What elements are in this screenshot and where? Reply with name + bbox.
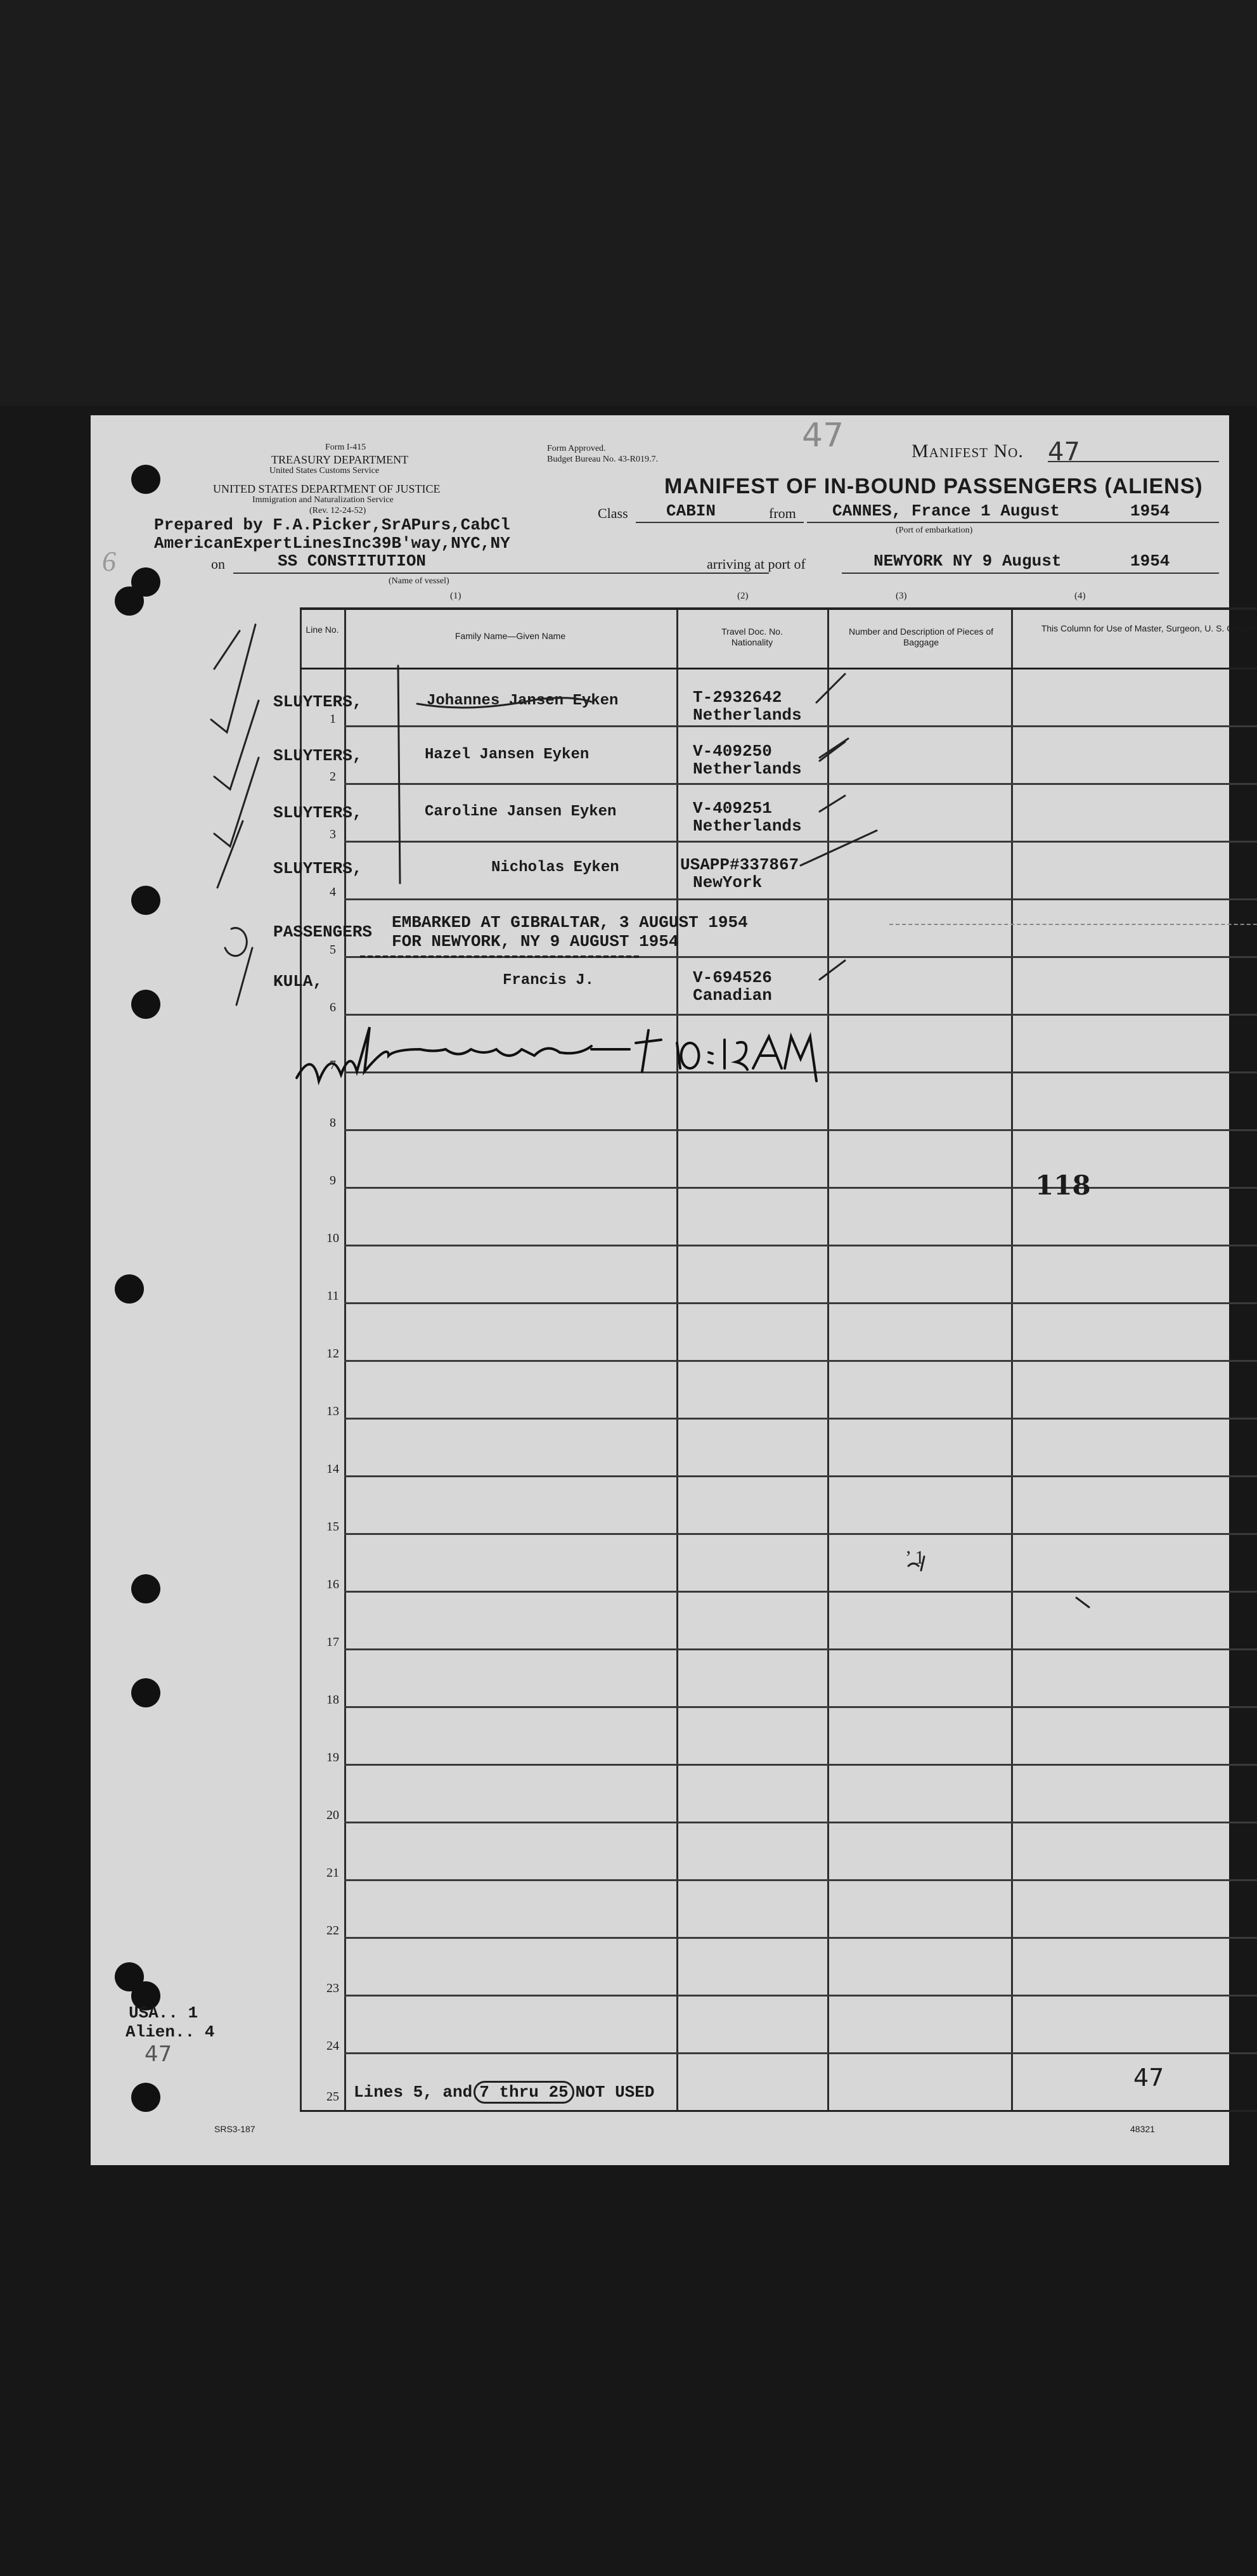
destination-note: FOR NEWYORK, NY 9 AUGUST 1954 xyxy=(392,932,679,951)
manifest-title: MANIFEST OF IN-BOUND PASSENGERS (ALIENS) xyxy=(664,474,1203,498)
class-value: CABIN xyxy=(666,502,716,521)
not-used-note xyxy=(354,2083,655,2102)
passenger-family-name: SLUYTERS, xyxy=(273,859,363,878)
passenger-nationality: Netherlands xyxy=(693,817,802,836)
arriving-label: arriving at port of xyxy=(707,556,806,572)
ins-label: Immigration and Naturalization Service xyxy=(252,495,394,505)
row-number: 8 xyxy=(330,1116,336,1130)
total-count: 47 xyxy=(145,2042,172,2067)
handwritten-mark-16: ’ 1 xyxy=(905,1547,925,1568)
embarkation-port: CANNES, France 1 August xyxy=(832,502,1060,521)
passenger-family-name: SLUYTERS, xyxy=(273,746,363,765)
class-label: Class xyxy=(598,505,628,521)
scanner-background xyxy=(0,0,1257,406)
not-used-prefix: Lines 5, and xyxy=(354,2083,473,2102)
form-approved: Form Approved. xyxy=(547,444,606,453)
row-number: 19 xyxy=(326,1751,339,1764)
row-number: 14 xyxy=(326,1462,339,1476)
passenger-nationality: Canadian xyxy=(693,986,772,1005)
row-number: 1 xyxy=(330,712,336,726)
margin-mark: 6 xyxy=(102,546,116,577)
row-number: 11 xyxy=(326,1289,339,1303)
column-number-4: (4) xyxy=(1074,591,1086,601)
total-alien: Alien.. 4 xyxy=(126,2023,215,2042)
manifest-number-handwritten: 47 xyxy=(802,417,844,455)
passenger-travel-doc: V-409251 xyxy=(693,799,772,818)
total-usa: USA.. 1 xyxy=(129,2003,198,2023)
form-code-left: SRS3-187 xyxy=(214,2124,255,2134)
passenger-nationality: Netherlands xyxy=(693,706,802,725)
vessel-name: SS CONSTITUTION xyxy=(278,552,427,571)
row-number: 6 xyxy=(330,1000,336,1014)
vessel-label: (Name of vessel) xyxy=(389,576,449,586)
form-number: Form I-415 xyxy=(325,443,366,452)
manifest-page xyxy=(91,415,1257,2165)
name-header: Family Name—Given Name xyxy=(454,631,566,641)
passenger-given-name: Johannes Jansen Eyken xyxy=(427,692,619,709)
customs-service: United States Customs Service xyxy=(269,466,380,476)
travel-doc-header: Travel Doc. No. Nationality xyxy=(721,626,783,647)
passenger-given-name: Caroline Jansen Eyken xyxy=(425,803,617,820)
not-used-suffix: NOT USED xyxy=(575,2083,655,2102)
officers-header: This Column for Use of Master, Surgeon, U. S. Officers xyxy=(1041,623,1257,633)
manifest-number-label: Manifest No. xyxy=(912,441,1024,462)
on-label: on xyxy=(211,556,225,572)
passenger-travel-doc: V-409250 xyxy=(693,742,772,761)
row-number: 9 xyxy=(330,1174,336,1188)
department-of-justice: UNITED STATES DEPARTMENT OF JUSTICE xyxy=(213,482,441,495)
column-number-1: (1) xyxy=(450,591,461,601)
arrival-port: NEWYORK NY 9 August xyxy=(873,552,1062,571)
passenger-travel-doc: V-694526 xyxy=(693,968,772,987)
treasury-department: TREASURY DEPARTMENT xyxy=(271,453,409,466)
not-used-circled: 7 thru 25 xyxy=(474,2081,574,2104)
row-number: 15 xyxy=(326,1520,339,1534)
passenger-travel-doc: USAPP#337867 xyxy=(680,855,799,874)
row-number: 22 xyxy=(326,1924,339,1938)
line-number-header: Line No. xyxy=(306,625,339,635)
passenger-family-name: SLUYTERS, xyxy=(273,803,363,822)
row-number: 2 xyxy=(330,770,336,784)
passenger-family-name: KULA, xyxy=(273,972,323,991)
passenger-family-name: SLUYTERS, xyxy=(273,692,363,711)
passenger-given-name: Nicholas Eyken xyxy=(491,859,619,876)
row-number: 23 xyxy=(326,1981,339,1995)
row-number: 13 xyxy=(326,1404,339,1418)
budget-bureau: Budget Bureau No. 43-R019.7. xyxy=(547,455,658,464)
handwritten-marks xyxy=(91,415,1229,2165)
row-number: 7 xyxy=(330,1058,336,1072)
form-code-right: 48321 xyxy=(1130,2124,1155,2134)
port-of-embarkation-label: (Port of embarkation) xyxy=(896,526,973,535)
row-number: 25 xyxy=(326,2090,339,2104)
passenger-given-name: Francis J. xyxy=(503,972,595,989)
year-embarkation: 1954 xyxy=(1130,502,1170,521)
prepared-by: Prepared by F.A.Picker,SrAPurs,CabCl xyxy=(154,515,510,534)
row-number: 5 xyxy=(330,943,336,957)
bottom-handwritten-47: 47 xyxy=(1133,2064,1164,2092)
row-number: 12 xyxy=(326,1347,339,1361)
column-number-3: (3) xyxy=(896,591,907,601)
year-arrival: 1954 xyxy=(1130,552,1170,571)
row-number: 16 xyxy=(326,1577,339,1591)
column-number-2: (2) xyxy=(737,591,749,601)
passenger-nationality: NewYork xyxy=(693,873,763,892)
shipping-agent: AmericanExpertLinesInc39B'way,NYC,NY xyxy=(154,534,510,553)
row-number: 4 xyxy=(330,885,336,899)
revision-date: (Rev. 12-24-52) xyxy=(309,506,366,515)
embarked-at-note: EMBARKED AT GIBRALTAR, 3 AUGUST 1954 xyxy=(392,913,748,932)
baggage-header: Number and Description of Pieces of Baggage xyxy=(849,626,993,647)
manifest-number: 47 xyxy=(1048,437,1080,467)
row-number: 20 xyxy=(326,1808,339,1822)
passengers-label: PASSENGERS xyxy=(273,922,373,942)
row-number: 3 xyxy=(330,827,336,841)
passenger-nationality: Netherlands xyxy=(693,760,802,779)
row-number: 17 xyxy=(326,1635,339,1649)
row-number: 21 xyxy=(326,1866,339,1880)
row-number: 10 xyxy=(326,1231,339,1245)
handwritten-118: 118 xyxy=(1035,1170,1091,1201)
row-number: 24 xyxy=(326,2039,339,2053)
passenger-travel-doc: T-2932642 xyxy=(693,688,782,707)
passenger-given-name: Hazel Jansen Eyken xyxy=(425,746,590,763)
row-number: 18 xyxy=(326,1693,339,1707)
from-label: from xyxy=(769,505,796,521)
